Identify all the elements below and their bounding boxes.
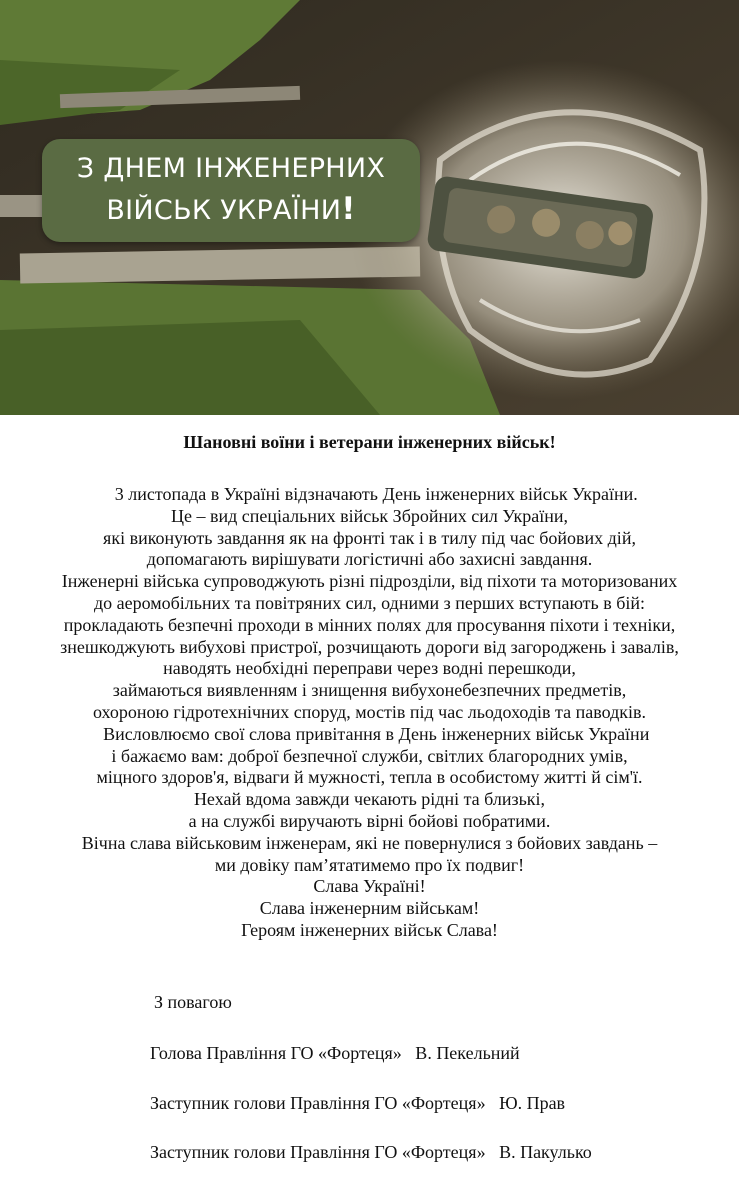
letter-line: Слава інженерним військам! <box>259 898 480 919</box>
letter-line: Вічна слава військовим інженерам, які не повернулися з бойових завдань – <box>81 832 658 853</box>
banner-exclamation: ! <box>341 191 356 227</box>
letter-line: Слава Україні! <box>313 876 426 897</box>
letter-line: які виконують завдання як на фронті так і в тилу під час бойових дій, <box>103 527 636 548</box>
signature-line: Заступник голови Правління ГО «Фортеця» В. Пакулько <box>150 1142 592 1162</box>
letter-line: займаються виявленням і знищення вибухонебезпечних предметів, <box>112 680 627 701</box>
letter-line: охороною гідротехнічних споруд, мостів під час льодоходів та паводків. <box>92 701 647 722</box>
holiday-banner <box>42 139 420 242</box>
letter-line: прокладають безпечні проходи в мінних полях для просування піхоти і техніки, <box>63 614 676 635</box>
signature-line: Заступник голови Правління ГО «Фортеця» Ю. Прав <box>150 1093 566 1113</box>
letter-body <box>0 484 739 942</box>
letter-line: Інженерні війська супроводжують різні підрозділи, від піхоти та моторизованих <box>61 571 678 592</box>
letter-closing: З повагою <box>154 992 232 1012</box>
letter-line: Героям інженерних військ Слава! <box>241 919 498 940</box>
letter-line: наводять необхідні переправи через водні перешкоди, <box>163 658 576 679</box>
letter-line: а на службі виручають вірні бойові побратими. <box>188 810 551 831</box>
letter-line: 3 листопада в Україні відзначають День інженерних військ України. <box>101 484 638 504</box>
banner-line-2-text: ВІЙСЬК УКРАЇНИ <box>106 195 342 226</box>
letter-line: Висловлюємо свої слова привітання в День інженерних військ України <box>89 723 650 744</box>
letter-greeting: Шановні воїни і ветерани інженерних військ! <box>183 432 556 452</box>
letter-line: і бажаємо вам: доброї безпечної служби, світлих благородних умів, <box>111 745 628 766</box>
banner-line-1: З ДНЕМ ІНЖЕНЕРНИХ <box>76 153 386 184</box>
letter-line: до аеромобільних та повітряних сил, одними з перших вступають в бій: <box>93 592 646 613</box>
hero-photo <box>0 0 739 415</box>
letter-line: ми довіку пам’ятатимемо про їх подвиг! <box>214 854 525 875</box>
letter-line: знешкоджують вибухові пристрої, розчищають дороги від загороджень і завалів, <box>60 636 679 657</box>
letter-line: допомагають вирішувати логістичні або захисні завдання. <box>146 549 593 570</box>
signature-line: Голова Правління ГО «Фортеця» В. Пекельний <box>150 1043 520 1063</box>
letter-line: Це – вид спеціальних військ Збройних сил України, <box>170 505 569 526</box>
letter-line: міцного здоров'я, відваги й мужності, тепла в особистому житті й сім'ї. <box>96 767 643 788</box>
banner-line-2 <box>42 189 420 231</box>
letter-line: Нехай вдома завжди чекають рідні та близькі, <box>193 789 546 810</box>
